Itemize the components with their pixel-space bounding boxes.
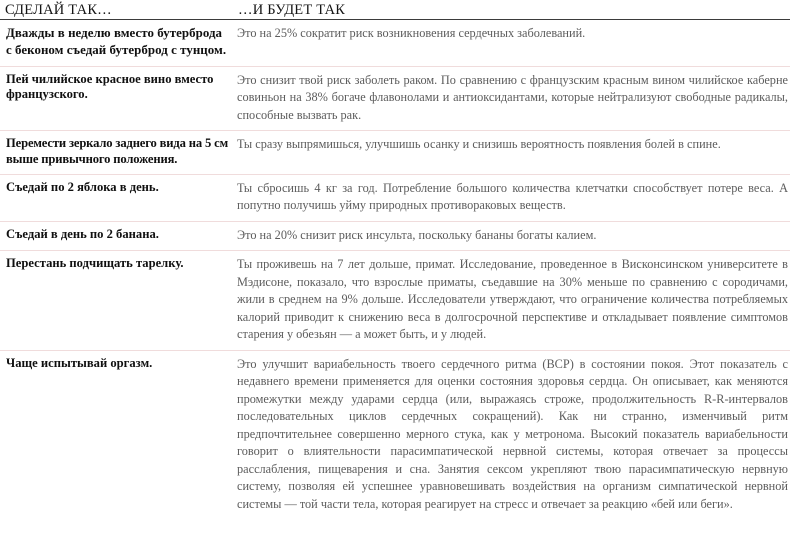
row-action-cell	[0, 351, 237, 378]
row-result-text: Ты проживешь на 7 лет дольше, примат. Исследование, проведенное в Висконсинском университете в Мэдисоне, показало, что взрослые приматы, съедавшие на 30% меньше по сравнению с сородичами, жили в среднем на 9% дольше. Исследователи утверждают, что ограничение количества потребляемых калорий приводит к снижению веса в долгосрочной перспективе и откладывает появление симптомов старения у обезьян — а может быть, и у людей.	[237, 257, 788, 341]
row-result-cell	[237, 351, 790, 520]
row-result-cell	[237, 131, 790, 160]
row-result-text: Ты сбросишь 4 кг за год. Потребление большого количества клетчатки способствует потере веса. А попутно получишь уйму природных противораковых веществ.	[237, 180, 788, 212]
row-result-text: Это улучшит вариабельность твоего сердечного ритма (ВСР) в состоянии покоя. Этот показатель с недавнего времени применяется для оценки состояния здоровья сердца. Он описывает, как меняются промежутки между ударами сердца (или, выражаясь строже, продолжительность R-R-интервалов последовательных циклов сердечных сокращений). Как ни странно, изменчивый ритм предпочтительнее совершенно мерного стука, как у метронома. Высокий показатель вариабельности говорит о влиятельности парасимпатической нервной системы, которая отвечает за процессы расслабления, пищеварения и сна. Занятия сексом укрепляют твою парасимпатическую нервную систему, позволяя ей успешнее уравновешивать воздействия на организм симпатической нервной системы — той части тела, которая реагирует на стресс и отвечает за реакцию «бей или беги».	[237, 356, 788, 511]
row-result-text: Это на 20% снизит риск инсульта, поскольку бананы богаты калием.	[237, 227, 597, 242]
row-result-cell	[237, 222, 790, 251]
table-row	[0, 131, 790, 173]
row-action-text: Съедай в день по 2 банана.	[6, 226, 159, 241]
table-row	[0, 175, 790, 221]
row-result-text: Это снизит твой риск заболеть раком. По сравнению с французским красным вином чилийское каберне совиньон на 38% богаче флавонолами и антиоксидантами, которые нейтрализуют свободные радикалы, способные вызвать рак.	[237, 72, 788, 122]
row-result-text: Ты сразу выпрямишься, улучшишь осанку и снизишь вероятность появления болей в спине.	[237, 137, 721, 152]
header-label-result: …И БУДЕТ ТАК	[238, 2, 346, 18]
row-action-cell	[0, 175, 237, 202]
row-action-cell	[0, 20, 237, 66]
table-row	[0, 20, 790, 66]
table-row	[0, 251, 790, 350]
row-result-cell	[237, 251, 790, 350]
row-result-text: Это на 25% сократит риск возникновения сердечных заболеваний.	[237, 26, 586, 40]
row-result-cell	[237, 20, 790, 49]
row-action-text: Перестань подчищать тарелку.	[6, 256, 184, 270]
header-cell-result	[237, 2, 790, 18]
table-row	[0, 351, 790, 520]
row-action-cell	[0, 251, 237, 278]
row-result-cell	[237, 67, 790, 131]
table-header-row	[0, 0, 790, 19]
row-action-text: Съедай по 2 яблока в день.	[6, 179, 159, 194]
header-label-action: СДЕЛАЙ ТАК…	[5, 2, 112, 18]
table-row	[0, 67, 790, 131]
row-action-text: Пей чилийское красное вино вместо французского.	[6, 71, 214, 102]
row-result-cell	[237, 175, 790, 221]
row-action-text: Дважды в неделю вместо бутерброда с беконом съедай бутерброд с тунцом.	[6, 26, 227, 58]
row-action-cell	[0, 222, 237, 249]
row-action-cell	[0, 67, 237, 109]
row-action-text: Чаще испытывай оргазм.	[6, 355, 153, 370]
table-row	[0, 222, 790, 251]
row-action-cell	[0, 131, 237, 173]
header-cell-action	[0, 2, 237, 18]
row-action-text: Перемести зеркало заднего вида на 5 см выше привычного положения.	[6, 136, 229, 166]
